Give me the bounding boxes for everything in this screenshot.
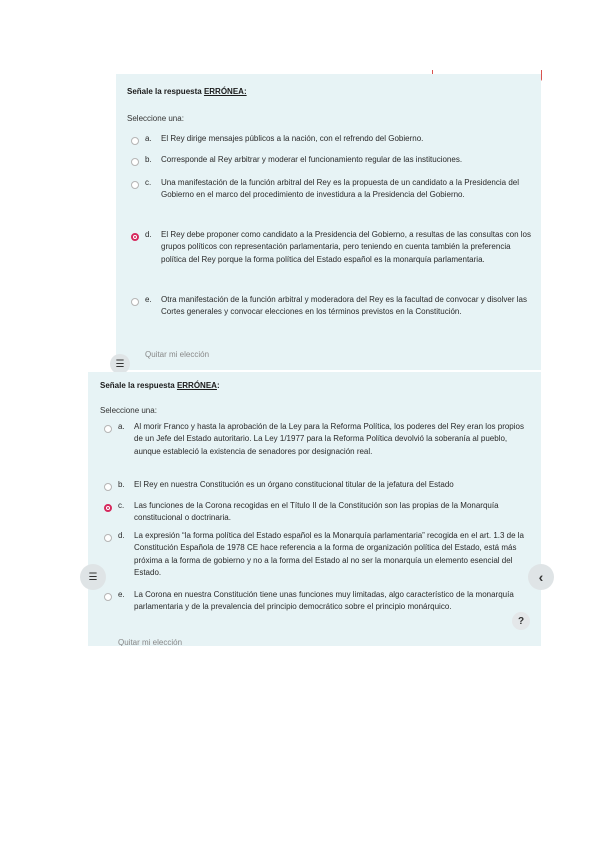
radio-q2-a[interactable] (104, 425, 112, 433)
question-1-title: Señale la respuesta ERRÓNEA: (127, 87, 247, 96)
radio-q2-c-selected[interactable] (104, 504, 112, 512)
option-q1-b[interactable]: b. Corresponde al Rey arbitrar y moderar el funcionamiento regular de las instituciones. (145, 155, 463, 164)
option-q2-c[interactable]: c. Las funciones de la Corona recogidas en el Título II de la Constitución son las propias de la Monarquía constitucional o doctrinaria. (118, 501, 499, 523)
radio-q2-d[interactable] (104, 534, 112, 542)
option-q2-a[interactable]: a. Al morir Franco y hasta la aprobación de la Ley para la Reforma Política, los poderes del Rey eran los propios de un Jefe del Estado autoritario. La Ley 1/1977 para la Reforma Política devolvió la soberanía al pueblo, aunque estableció la existencia de senadores por designación real. (118, 422, 524, 456)
chevron-left-icon[interactable]: ‹ (528, 564, 554, 590)
radio-q1-e[interactable] (131, 298, 139, 306)
question-2-select-label: Seleccione una: (100, 406, 157, 415)
option-q2-d[interactable]: d. La expresión “la forma política del Estado español es la Monarquía parlamentaria” recogida en el art. 1.3 de la Constitución Española de 1978 CE hace referencia a la forma de organización política del Estado, está más próxima a la forma de gobierno y no a la forma del Estado al no ser la monarquía un elemento esencial del Estado. (118, 531, 525, 578)
radio-q1-b[interactable] (131, 158, 139, 166)
option-q2-b[interactable]: b. El Rey en nuestra Constitución es un órgano constitucional titular de la jefatura del Estado (118, 480, 454, 489)
clear-choice-link-q1[interactable]: Quitar mi elección (145, 350, 210, 359)
menu-icon[interactable]: ☰ (110, 354, 130, 374)
option-q1-c[interactable]: c. Una manifestación de la función arbitral del Rey es la propuesta de un candidato a la Presidencia del Gobierno en el marco del procedimiento de investidura a la Presidencia del Gobierno. (145, 178, 519, 200)
question-card-1 (116, 74, 541, 370)
question-2-title: Señale la respuesta ERRÓNEA: (100, 381, 220, 390)
radio-q1-c[interactable] (131, 181, 139, 189)
question-card-2 (88, 372, 541, 646)
option-q1-a[interactable]: a. El Rey dirige mensajes públicos a la nación, con el refrendo del Gobierno. (145, 134, 424, 143)
clear-choice-link-q2[interactable]: Quitar mi elección (118, 638, 183, 646)
option-q1-d[interactable]: d. El Rey debe proponer como candidato a la Presidencia del Gobierno, a resultas de las consultas con los grupos políticos con representación parlamentaria, pero teniendo en cuenta también la preferencia política del Rey porque la forma política del Estado español es la monarquía parlamentaria. (145, 230, 531, 264)
menu-icon-2[interactable]: ☰ (80, 564, 106, 590)
radio-q1-a[interactable] (131, 137, 139, 145)
radio-q2-e[interactable] (104, 593, 112, 601)
radio-q1-d-selected[interactable] (131, 233, 139, 241)
option-q2-e[interactable]: e. La Corona en nuestra Constitución tiene unas funciones muy limitadas, algo característico de la monarquía parlamentaria y de la prevalencia del principio democrático sobre el principio monárquico. (118, 590, 514, 612)
question-1-select-label: Seleccione una: (127, 114, 184, 123)
radio-q2-b[interactable] (104, 483, 112, 491)
help-icon[interactable]: ? (512, 612, 530, 630)
option-q1-e[interactable]: e. Otra manifestación de la función arbitral y moderadora del Rey es la facultad de convocar y disolver las Cortes generales y convocar elecciones en los términos previstos en la Constitución. (145, 295, 527, 317)
